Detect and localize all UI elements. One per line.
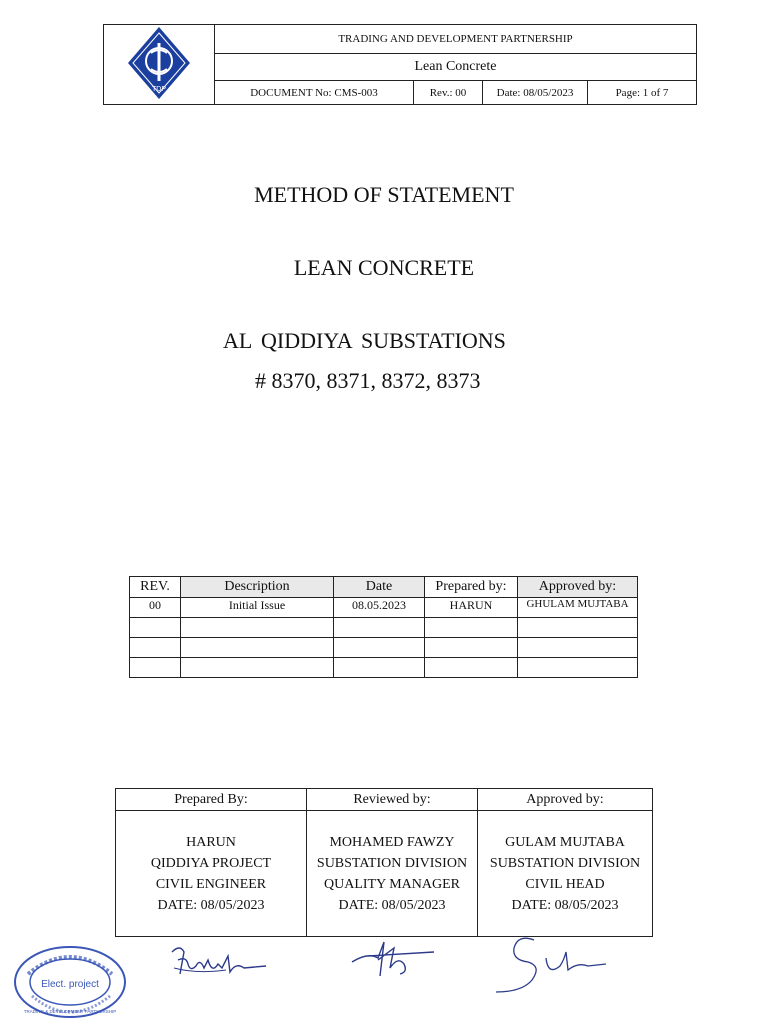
revision-number: Rev.: 00 (414, 81, 483, 105)
approved-by-block (478, 811, 653, 937)
preparer-role: CIVIL ENGINEER (155, 876, 267, 892)
description-header: Description (181, 577, 334, 598)
description-cell (181, 658, 334, 678)
rev-cell (130, 658, 181, 678)
title-substation-numbers: # 8370, 8371, 8372, 8373 (255, 368, 481, 393)
approved-by-header: Approved by: (478, 789, 653, 811)
preparer-date: DATE: 08/05/2023 (157, 897, 265, 913)
approver-date: DATE: 08/05/2023 (511, 897, 619, 913)
document-date: Date: 08/05/2023 (483, 81, 588, 105)
prepared-by-cell (425, 618, 518, 638)
approver-division: SUBSTATION DIVISION (489, 855, 641, 871)
signature-body-row (116, 811, 653, 937)
date-cell (334, 658, 425, 678)
date-cell: 08.05.2023 (334, 598, 425, 618)
rev-header: REV. (130, 577, 181, 598)
reviewer-name: MOHAMED FAWZY (329, 834, 455, 850)
preparer-project: QIDDIYA PROJECT (150, 855, 272, 871)
date-header: Date (334, 577, 425, 598)
title-project: AL QIDDIYA SUBSTATIONS (223, 328, 506, 353)
prepared-by-cell (425, 658, 518, 678)
rev-cell (130, 638, 181, 658)
prepared-by-block (116, 811, 307, 937)
approved-by-header: Approved by: (518, 577, 638, 598)
rev-cell: 00 (130, 598, 181, 618)
reviewer-division: SUBSTATION DIVISION (316, 855, 468, 871)
revision-header-row (130, 577, 638, 598)
company-name: TRADING AND DEVELOPMENT PARTNERSHIP (215, 25, 697, 54)
prepared-by-header: Prepared by: (425, 577, 518, 598)
table-row (130, 618, 638, 638)
prepared-by-cell: HARUN (425, 598, 518, 618)
rev-cell (130, 618, 181, 638)
company-stamp-icon (12, 944, 128, 1020)
prepared-by-header: Prepared By: (116, 789, 307, 811)
signature-table (115, 788, 653, 937)
revision-table (129, 576, 638, 678)
preparer-signature-icon (166, 938, 272, 984)
svg-text:TRADING & DEVELOPMENT PARTNERS: TRADING & DEVELOPMENT PARTNERSHIP (23, 1009, 117, 1014)
description-cell: Initial Issue (181, 598, 334, 618)
preparer-name: HARUN (186, 834, 236, 850)
date-cell (334, 638, 425, 658)
title-method-statement: METHOD OF STATEMENT (254, 182, 514, 207)
reviewer-date: DATE: 08/05/2023 (338, 897, 446, 913)
table-row (130, 658, 638, 678)
svg-text:Elect. project: Elect. project (41, 979, 99, 990)
company-logo (104, 25, 215, 105)
approved-by-cell: GHULAM MUJTABA (518, 598, 638, 618)
page-number: Page: 1 of 7 (588, 81, 697, 105)
approved-by-cell (518, 618, 638, 638)
description-cell (181, 638, 334, 658)
reviewer-role: QUALITY MANAGER (324, 876, 460, 892)
date-cell (334, 618, 425, 638)
document-number: DOCUMENT No: CMS-003 (215, 81, 414, 105)
svg-text:TDP: TDP (152, 86, 166, 93)
document-title: Lean Concrete (215, 54, 697, 81)
reviewed-by-block (307, 811, 478, 937)
approved-by-cell (518, 638, 638, 658)
table-row (130, 638, 638, 658)
approver-signature-icon (488, 932, 610, 998)
approved-by-cell (518, 658, 638, 678)
approver-role: CIVIL HEAD (525, 876, 605, 892)
description-cell (181, 618, 334, 638)
reviewed-by-header: Reviewed by: (307, 789, 478, 811)
prepared-by-cell (425, 638, 518, 658)
table-row (130, 598, 638, 618)
signature-header-row (116, 789, 653, 811)
reviewer-signature-icon (348, 938, 440, 980)
approver-name: GULAM MUJTABA (505, 834, 625, 850)
tdp-diamond-logo-icon (124, 25, 194, 101)
document-header (103, 24, 697, 105)
title-lean-concrete: LEAN CONCRETE (293, 255, 475, 280)
